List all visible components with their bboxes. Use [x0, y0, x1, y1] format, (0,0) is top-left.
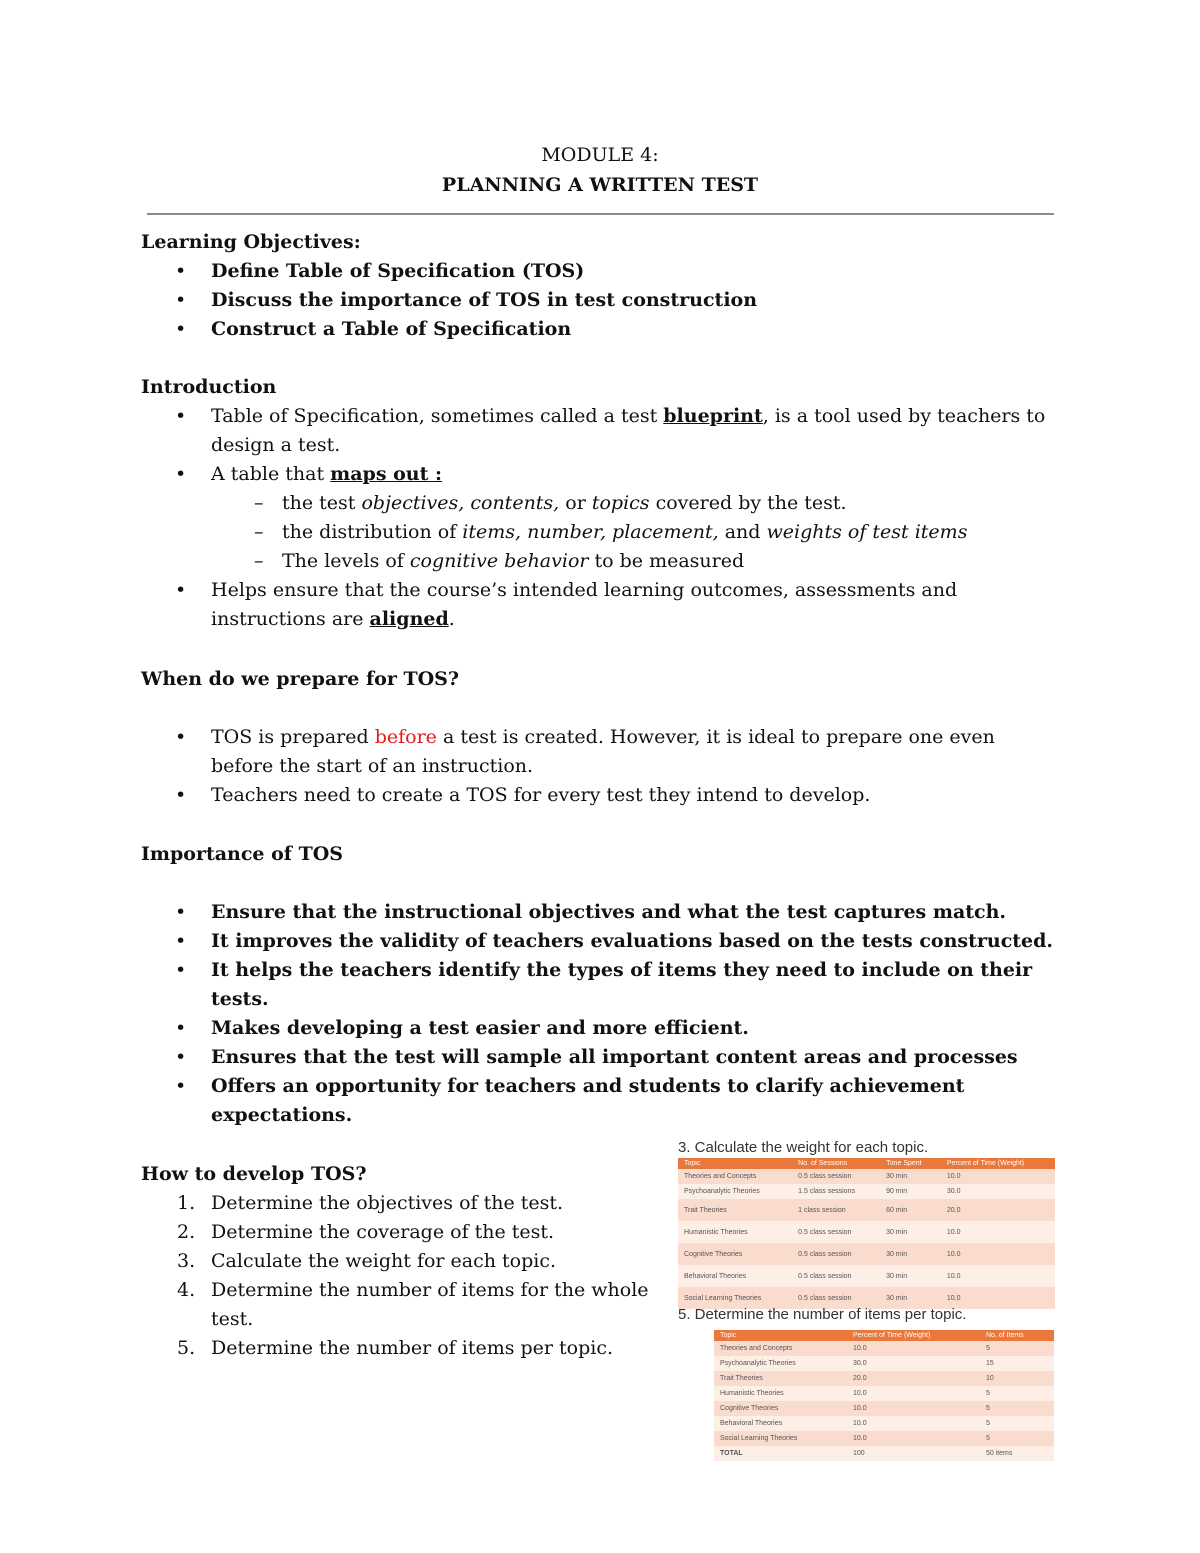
table-row: Cognitive Theories 0.5 class session 30 min 10.0: [678, 1243, 1055, 1265]
table-row: Psychoanalytic Theories 1.5 class sessions 90 min 30.0: [678, 1184, 1055, 1199]
table-row: Humanistic Theories 0.5 class session 30 min 10.0: [678, 1221, 1055, 1243]
keyword-before: before: [374, 726, 437, 748]
weight-table: [678, 1158, 1055, 1309]
when-bullet-teachers: • Teachers need to create a TOS for every test they intend to develop.: [141, 781, 1061, 810]
intro-bullet-maps-out: • A table that maps out :: [141, 460, 1061, 489]
keyword-maps-out: maps out :: [330, 463, 443, 485]
table-header: Percent of Time (Weight): [847, 1330, 980, 1341]
introduction-section: [141, 373, 1061, 634]
intro-bullet-aligned: • Helps ensure that the course’s intended learning outcomes, assessments and instructions are aligned.: [141, 576, 1061, 634]
items-table: [714, 1330, 1054, 1461]
items-table-caption: 5. Determine the number of items per topic.: [678, 1306, 967, 1323]
objective-item: • Define Table of Specification (TOS): [141, 257, 1061, 286]
table-header: Percent of Time (Weight): [941, 1158, 1055, 1169]
develop-step: 5. Determine the number of items per topic.: [177, 1337, 614, 1359]
importance-list: [141, 898, 1061, 1130]
keyword-aligned: aligned: [369, 608, 449, 630]
develop-heading: How to develop TOS?: [141, 1163, 367, 1185]
weight-table-figure: [678, 1139, 1055, 1309]
intro-dash-item: – The levels of cognitive behavior to be measured: [141, 547, 1061, 576]
develop-step: 2. Determine the coverage of the test.: [177, 1221, 555, 1243]
table-row: Trait Theories 1 class session 60 min 20.0: [678, 1199, 1055, 1221]
importance-item: • Ensure that the instructional objectives and what the test captures match.: [141, 898, 1061, 927]
table-header: No. of Items: [980, 1330, 1054, 1341]
table-row: Social Learning Theories 0.5 class session 30 min 10.0: [678, 1287, 1055, 1309]
module-number: MODULE 4:: [541, 144, 659, 166]
when-bullet-before: • TOS is prepared before a test is created. However, it is ideal to prepare one even before the start of an instruction.: [141, 723, 1061, 781]
weight-table-caption: 3. Calculate the weight for each topic.: [678, 1139, 929, 1156]
when-heading: When do we prepare for TOS?: [141, 668, 460, 690]
objectives-section: [141, 228, 1061, 344]
objectives-heading: Learning Objectives:: [141, 231, 361, 253]
table-row: Psychoanalytic Theories 30.0 15: [714, 1356, 1054, 1371]
importance-heading: Importance of TOS: [141, 843, 344, 865]
table-row: TOTAL 100 50 items: [714, 1446, 1054, 1461]
introduction-heading: Introduction: [141, 376, 277, 398]
table-header: Topic: [678, 1158, 792, 1169]
importance-item: • Ensures that the test will sample all important content areas and processes: [141, 1043, 1061, 1072]
objective-item: • Construct a Table of Specification: [141, 315, 1061, 344]
objective-item: • Discuss the importance of TOS in test construction: [141, 286, 1061, 315]
develop-step: 3. Calculate the weight for each topic.: [177, 1250, 557, 1272]
table-row: Cognitive Theories 10.0 5: [714, 1401, 1054, 1416]
importance-section: [141, 840, 1061, 869]
table-row: Theories and Concepts 10.0 5: [714, 1341, 1054, 1356]
importance-item: • It improves the validity of teachers evaluations based on the tests constructed.: [141, 927, 1061, 956]
importance-item: • It helps the teachers identify the types of items they need to include on their tests.: [141, 956, 1061, 1014]
title-divider: [147, 213, 1054, 215]
develop-step: 4. Determine the number of items for the whole test.: [177, 1279, 649, 1330]
intro-dash-item: – the test objectives, contents, or topics covered by the test.: [141, 489, 1061, 518]
when-section: [141, 665, 1061, 694]
table-row: Social Learning Theories 10.0 5: [714, 1431, 1054, 1446]
table-header: Time Spent: [880, 1158, 941, 1169]
develop-section: [141, 1160, 661, 1363]
intro-bullet-blueprint: • Table of Specification, sometimes called a test blueprint, is a tool used by teachers to design a test.: [141, 402, 1061, 460]
table-row: Theories and Concepts 0.5 class session 30 min 10.0: [678, 1169, 1055, 1184]
keyword-blueprint: blueprint: [663, 405, 763, 427]
intro-dash-item: – the distribution of items, number, placement, and weights of test items: [141, 518, 1061, 547]
module-title: PLANNING A WRITTEN TEST: [441, 174, 759, 196]
when-list: [141, 723, 1061, 810]
importance-item: • Makes developing a test easier and more efficient.: [141, 1014, 1061, 1043]
items-table-figure: [678, 1306, 1054, 1461]
develop-step: 1. Determine the objectives of the test.: [177, 1192, 564, 1214]
importance-item: • Offers an opportunity for teachers and students to clarify achievement expectations.: [141, 1072, 1061, 1130]
table-row: Trait Theories 20.0 10: [714, 1371, 1054, 1386]
table-header: No. of Sessions: [792, 1158, 880, 1169]
table-row: Behavioral Theories 0.5 class session 30 min 10.0: [678, 1265, 1055, 1287]
table-header: Topic: [714, 1330, 847, 1341]
table-row: Behavioral Theories 10.0 5: [714, 1416, 1054, 1431]
table-row: Humanistic Theories 10.0 5: [714, 1386, 1054, 1401]
